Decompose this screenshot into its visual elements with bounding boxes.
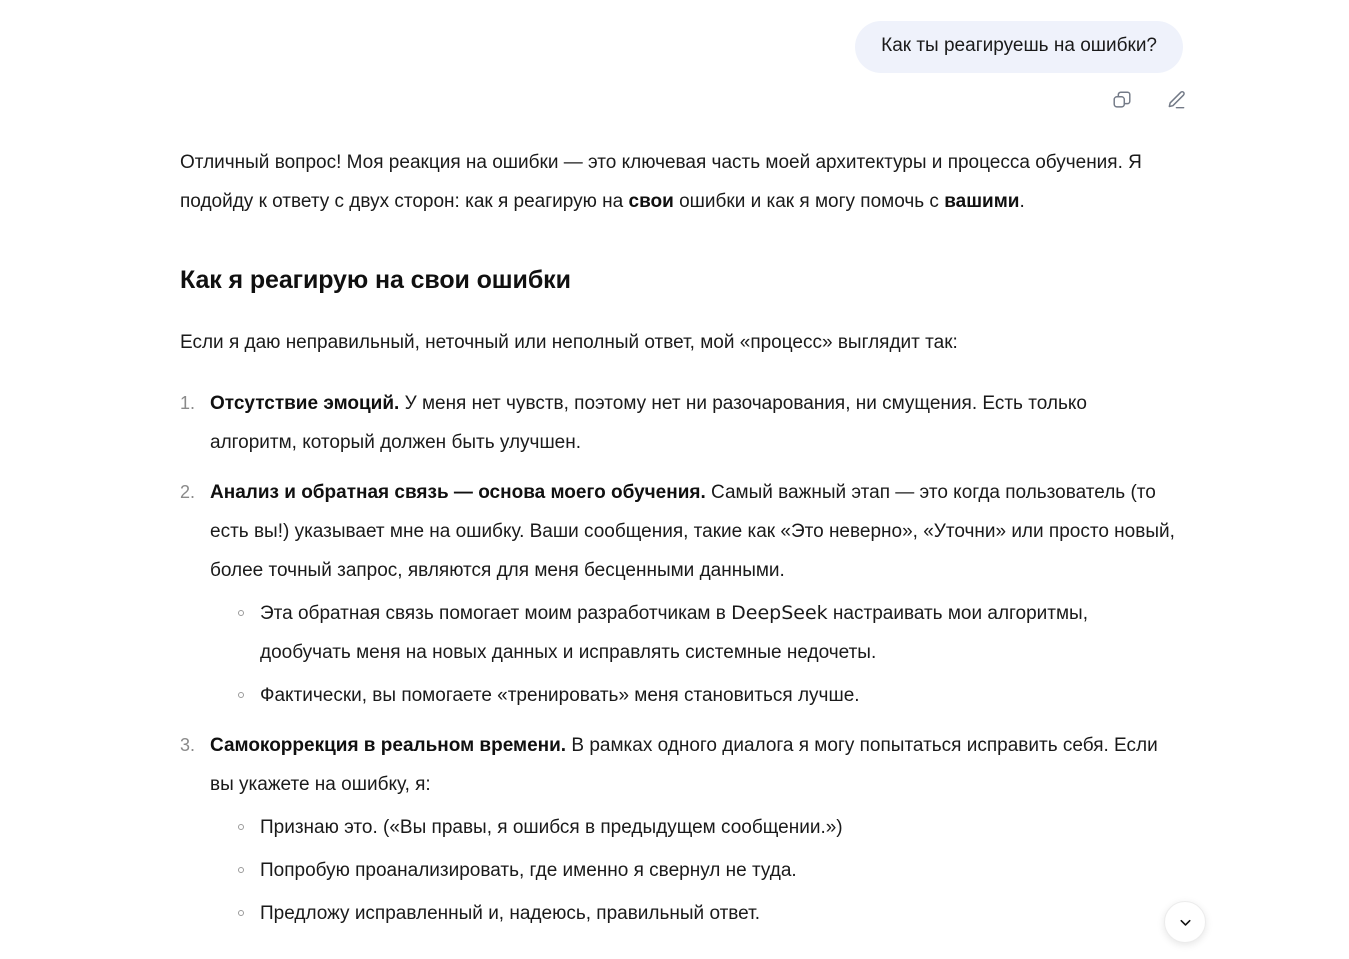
list-marker: 2.: [180, 482, 196, 502]
intro-bold-svoi: свои: [628, 191, 674, 212]
list-item-title: Отсутствие эмоций.: [210, 393, 400, 414]
bullet-circle-icon: [238, 867, 244, 873]
sub-list-item: [236, 808, 1179, 847]
list-item: [180, 726, 1179, 933]
brand-name: DeepSeek: [731, 602, 828, 624]
user-message-bubble: Как ты реагируешь на ошибки?: [855, 21, 1183, 73]
intro-part-2: ошибки и как я могу помочь с: [673, 191, 945, 212]
scroll-to-bottom-button[interactable]: [1164, 901, 1206, 943]
sub-list-item: [236, 676, 1179, 715]
sub-text-pre: Признаю это. («Вы правы, я ошибся в предыдущем сообщении.»): [260, 817, 843, 838]
bullet-circle-icon: [238, 610, 244, 616]
sub-text-post: настраивать мои алгоритмы, дообучать меня на новых данных и исправлять системные недочеты.: [260, 603, 1088, 663]
sub-text-pre: Эта обратная связь помогает моим разработчикам в: [260, 603, 732, 624]
list-item-text: Самый важный этап — это когда пользователь (то есть вы!) указывает мне на ошибку. Ваши сообщения, такие как «Это неверно», «Уточни» или просто новый, более точный запрос, являются для меня бесценными данными.: [210, 482, 1175, 581]
sub-text-pre: Предложу исправленный и, надеюсь, правильный ответ.: [260, 903, 760, 924]
bullet-circle-icon: [238, 692, 244, 698]
list-item-text: У меня нет чувств, поэтому нет ни разочарования, ни смущения. Есть только алгоритм, который должен быть улучшен.: [210, 393, 1087, 453]
copy-icon[interactable]: [1109, 87, 1135, 113]
list-marker: 1.: [180, 393, 196, 413]
list-marker: 3.: [180, 735, 196, 755]
list-item-title: Анализ и обратная связь — основа моего обучения.: [210, 482, 706, 503]
sub-list: [210, 594, 1179, 715]
bullet-circle-icon: [238, 910, 244, 916]
edit-icon[interactable]: [1163, 87, 1189, 113]
user-message-row: [0, 0, 1349, 73]
intro-bold-vashimi: вашими: [944, 191, 1020, 212]
answer-lead-paragraph: Если я даю неправильный, неточный или неполный ответ, мой «процесс» выглядит так:: [180, 332, 958, 353]
list-item-text: В рамках одного диалога я могу попытаться исправить себя. Если вы укажете на ошибку, я:: [210, 735, 1158, 795]
sub-list-item: [236, 594, 1179, 672]
sub-list: [210, 808, 1179, 933]
section-heading: Как я реагирую на свои ошибки: [180, 266, 571, 294]
list-item: [180, 384, 1179, 462]
bullet-circle-icon: [238, 824, 244, 830]
sub-list-item: [236, 894, 1179, 933]
chevron-down-icon: [1177, 914, 1194, 931]
list-item-title: Самокоррекция в реальном времени.: [210, 735, 567, 756]
intro-part-1: Отличный вопрос! Моя реакция на ошибки — это ключевая часть моей архитектуры и процесса обучения. Я подойду к ответу с двух сторон: как я реагирую на: [180, 152, 1142, 212]
numbered-list: [180, 384, 1179, 933]
sub-text-pre: Фактически, вы помогаете «тренировать» меня становиться лучше.: [260, 685, 860, 706]
intro-part-3: .: [1019, 191, 1025, 212]
sub-list-item: [236, 851, 1179, 890]
list-item: [180, 473, 1179, 715]
message-actions: [0, 73, 1349, 113]
sub-text-pre: Попробую проанализировать, где именно я свернул не туда.: [260, 860, 797, 881]
answer-intro-paragraph: [180, 143, 1179, 221]
assistant-answer: [0, 113, 1349, 933]
